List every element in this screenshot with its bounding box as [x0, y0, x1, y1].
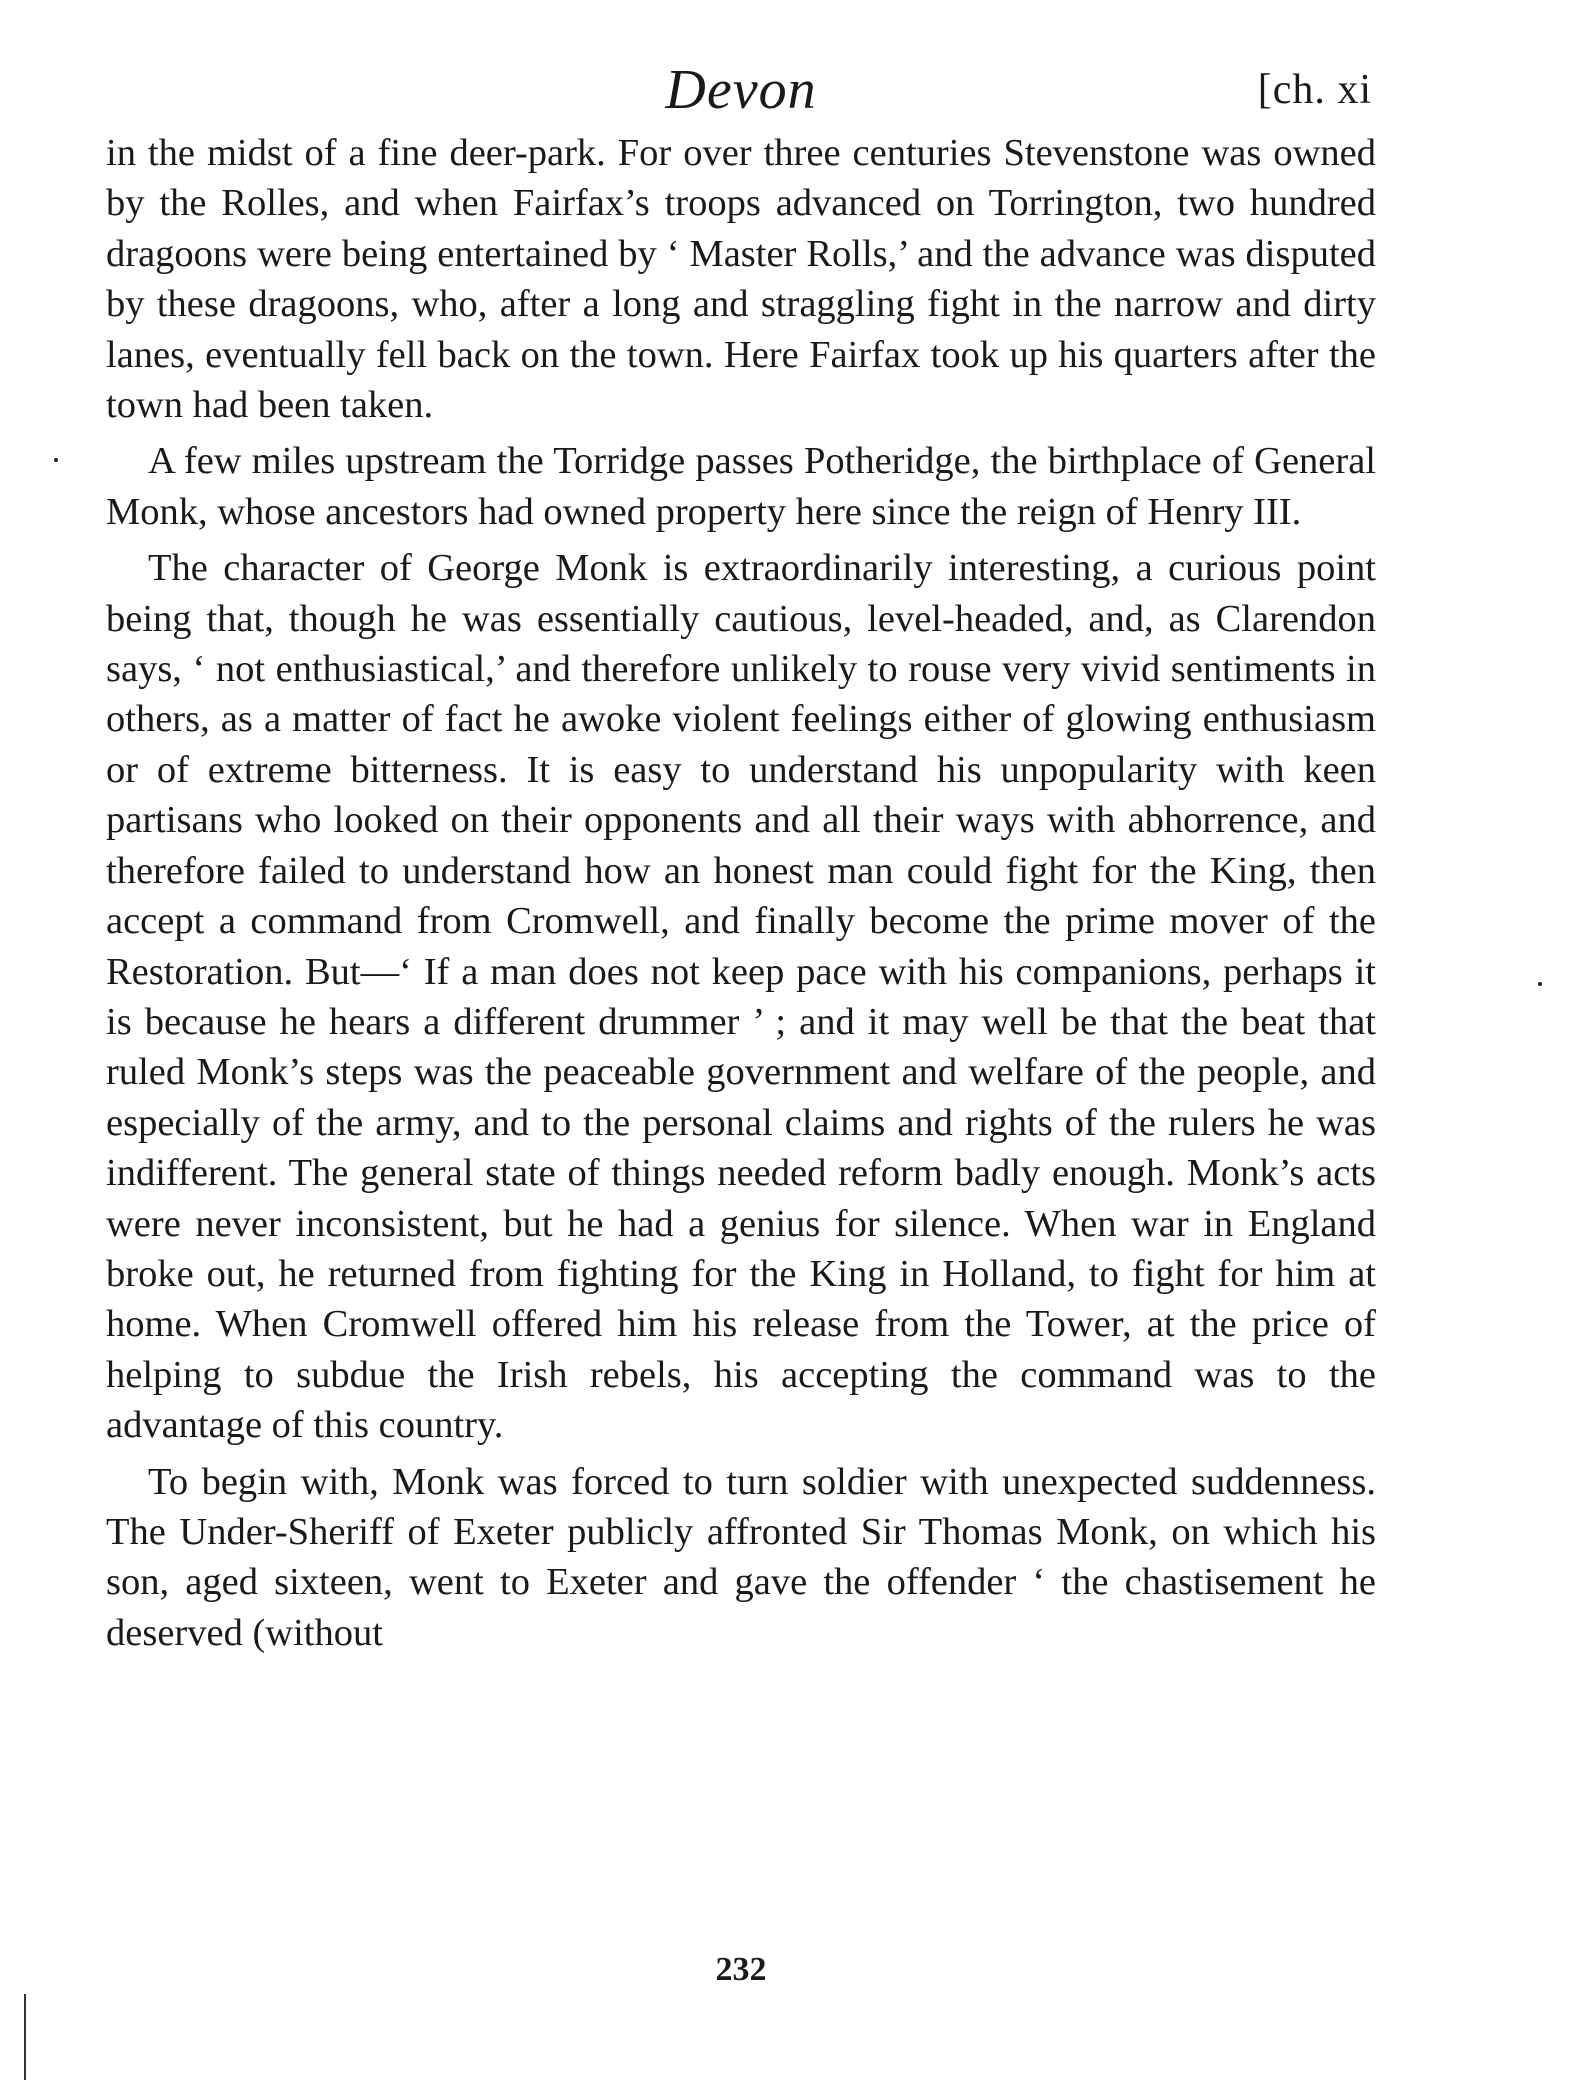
book-page — [106, 50, 1376, 2030]
paragraph: in the midst of a fine deer-park. For over three centuries Stevenstone was owned by the Rolles, and when Fairfax’s troops advanced on Torrington, two hundred dragoons were being entertained by ‘ Master Rolls,’ and the advance was disputed by these dragoons, who, after a long and straggling fight in the narrow and dirty lanes, eventually fell back on the town. Here Fairfax took up his quarters after the town had been taken. — [106, 132, 1376, 427]
margin-speck — [54, 458, 58, 462]
scan-edge-line — [24, 1994, 26, 2080]
running-title: Devon — [665, 59, 817, 121]
page-number: 232 — [715, 1951, 767, 1988]
chapter-marker: [ch. xi — [1257, 67, 1372, 113]
paragraph: To begin with, Monk was forced to turn soldier with unexpected suddenness. The Under-Sheriff of Exeter publicly affronted Sir Thomas Monk, on which his son, aged sixteen, went to Exeter and gave the offender ‘ the chastisement he deserved (without — [106, 1460, 1376, 1654]
body-text — [106, 128, 1376, 1658]
margin-speck — [1538, 982, 1542, 986]
paragraph: The character of George Monk is extraordinarily interesting, a curious point being that, though he was essentially cautious, level-headed, and, as Clarendon says, ‘ not enthusiastical,’ and therefore unlikely to rouse very vivid sentiments in others, as a matter of fact he awoke violent feelings either of glowing enthusiasm or of extreme bitterness. It is easy to understand his unpopularity with keen partisans who looked on their opponents and all their ways with abhorrence, and therefore failed to understand how an honest man could fight for the King, then accept a command from Cromwell, and finally become the prime mover of the Restoration. But—‘ If a man does not keep pace with his companions, perhaps it is because he hears a different drummer ’ ; and it may well be that the beat that ruled Monk’s steps was the peaceable government and welfare of the people, and especially of the army, and to the personal claims and rights of the rulers he was indifferent. The general state of things needed reform badly enough. Monk’s acts were never inconsistent, but he had a genius for silence. When war in England broke out, he returned from fighting for the King in Holland, to fight for him at home. When Cromwell offered him his release from the Tower, at the price of helping to subdue the Irish rebels, his accepting the command was to the advantage of this country. — [106, 547, 1376, 1447]
paragraph: A few miles upstream the Torridge passes Potheridge, the birthplace of General Monk, whose ancestors had owned property here since the reign of Henry III. — [106, 440, 1376, 533]
